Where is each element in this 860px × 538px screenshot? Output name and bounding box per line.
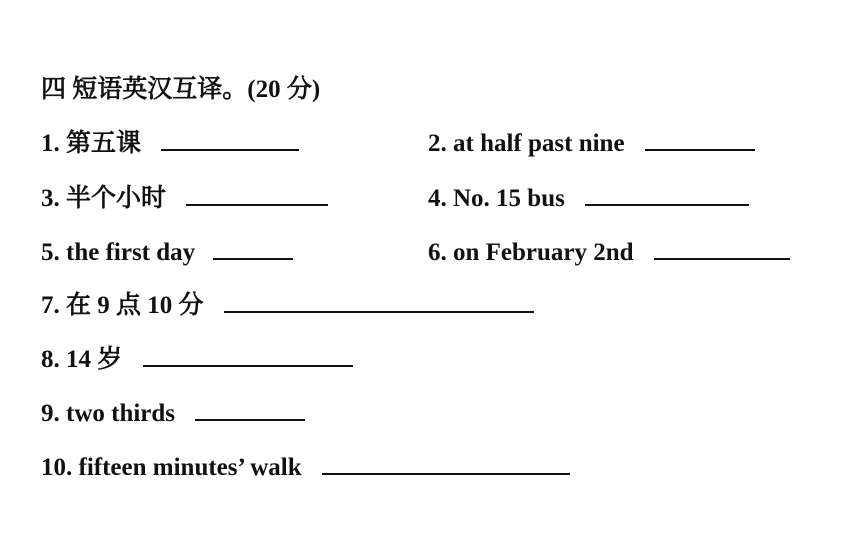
section-title: 四 短语英汉互译。(20 分) <box>41 76 321 103</box>
item-5-prompt: 5. the first day <box>41 239 196 266</box>
item-5-answer-blank[interactable] <box>213 236 293 260</box>
exercise-item-1 <box>41 127 299 160</box>
item-1-prompt: 1. 第五课 <box>41 130 142 157</box>
item-4-prompt: 4. No. 15 bus <box>428 185 565 212</box>
item-9-prompt: 9. two thirds <box>41 400 176 427</box>
exercise-item-2 <box>428 127 755 160</box>
item-9-answer-blank[interactable] <box>195 397 305 421</box>
item-7-answer-blank[interactable] <box>224 289 534 313</box>
exercise-item-9 <box>41 397 305 430</box>
item-7-prompt: 7. 在 9 点 10 分 <box>41 292 204 319</box>
item-2-prompt: 2. at half past nine <box>428 130 625 157</box>
item-3-prompt: 3. 半个小时 <box>41 185 167 212</box>
item-8-prompt: 8. 14 岁 <box>41 346 123 373</box>
item-3-answer-blank[interactable] <box>186 182 328 206</box>
item-4-answer-blank[interactable] <box>585 182 749 206</box>
exercise-item-10 <box>41 451 570 484</box>
item-6-answer-blank[interactable] <box>654 236 790 260</box>
exercise-item-5 <box>41 236 293 269</box>
exercise-item-4 <box>428 182 749 215</box>
exercise-item-3 <box>41 182 328 215</box>
item-10-answer-blank[interactable] <box>322 451 570 475</box>
exercise-item-7 <box>41 289 534 322</box>
exercise-item-6 <box>428 236 790 269</box>
exercise-item-8 <box>41 343 353 376</box>
item-6-prompt: 6. on February 2nd <box>428 239 634 266</box>
item-1-answer-blank[interactable] <box>161 127 299 151</box>
item-2-answer-blank[interactable] <box>645 127 755 151</box>
item-10-prompt: 10. fifteen minutes’ walk <box>41 454 302 481</box>
item-8-answer-blank[interactable] <box>143 343 353 367</box>
